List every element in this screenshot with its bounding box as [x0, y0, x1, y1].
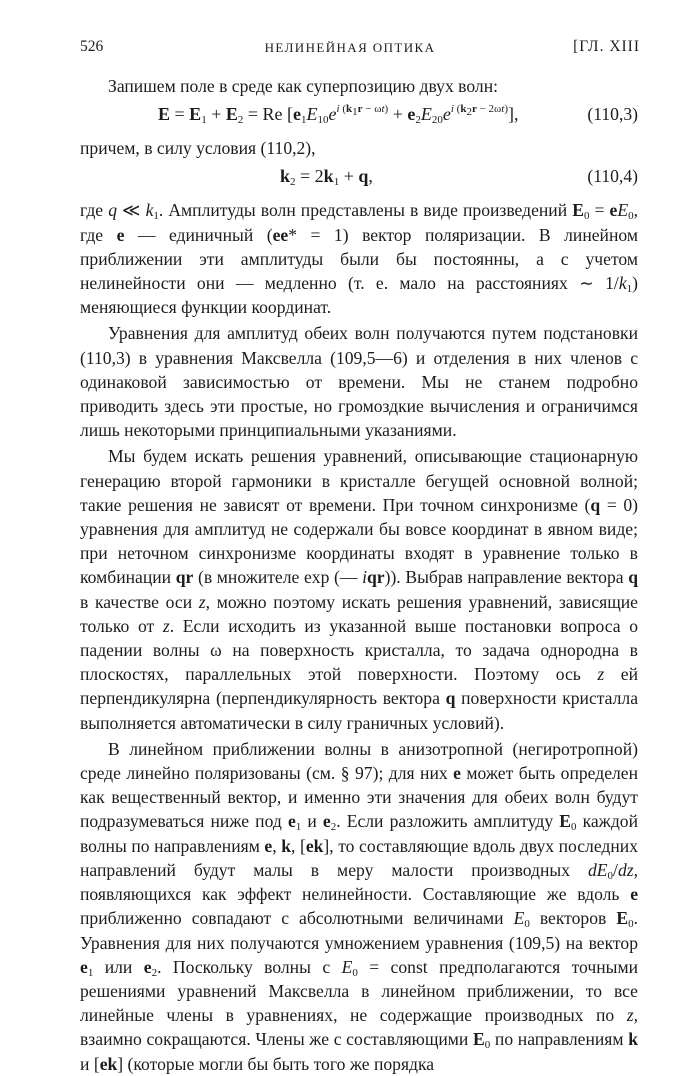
paragraph: причем, в силу условия (110,2), — [80, 138, 316, 159]
text-body — [80, 74, 638, 1076]
chapter-label: [ГЛ. XIII — [573, 38, 640, 55]
page-number: 526 — [80, 38, 104, 55]
equation-number: (110,3) — [587, 104, 638, 125]
paragraph: В линейном приближении волны в анизотропной (негиротропной) среде линейно поляризованы (см. § 97); для них e может быть определен как вещественный вектор, и именно эти значения для обеих волн будут подразумеваться ниже под $e_1$ и $e_2$. Если разложить амплитуду $E_0$ каждой волны по направлениям e, k, [ek], то составляющие вдоль двух последних направлений будут малы в меру малости производных $dE_0/dz$, появляющихся как эффект нелинейности. Составляющие же вдоль e приближенно совпадают с абсолютными величинами $E_0$ векторов $E_0$. Уравнения для них получаются умножением уравнения (109,5) на вектор $e_1$ или $e_2$. Поскольку волны с $E_0$ = const предполагаются точными решениями уравнений Максвелла в линейном приближении, то все линейные члены в уравнениях, не содержащие производных по z, взаимно сокращаются. Члены же с составляющими $E_0$ по направлениям k и [ek] (которые могли бы быть того же порядка — [80, 738, 639, 1074]
equation-body: $k_2 = 2k_1 + q$, — [280, 166, 373, 189]
equation-number: (110,4) — [587, 166, 638, 187]
paragraph: Запишем поле в среде как суперпозицию двух волн: — [108, 76, 498, 96]
running-title: НЕЛИНЕЙНАЯ ОПТИКА — [264, 40, 436, 55]
equation — [80, 98, 638, 136]
paragraph: где q ≪ $k_1$. Амплитуды волн представлены в виде произведений $E_0 = eE_0$, где e — единичный (ee* = 1) вектор поляризации. В линейном приближении эти амплитуды были бы постоянны, а с учетом нелинейности они — медленно (т. е. мало на расстояниях ∼ $1/k_1$) меняющиеся функции координат. — [80, 200, 639, 318]
paragraph: Уравнения для амплитуд обеих волн получаются путем подстановки (110,3) в уравнения Максвелла (109,5—6) и отделения в них членов с одинаковой зависимостью от времени. Мы не станем подробно приводить здесь эти простые, но громоздкие вычисления и ограничимся лишь некоторыми принципиальными указаниями. — [80, 323, 638, 441]
equation — [80, 160, 638, 198]
equation-body: $E = E_1 + E_2 = Re$ $[e_1E_{10}e^{i (k_1r - \omega t)} + e_2E_{20}e^{i (k_2r - 2\omega t)}]$, — [158, 103, 519, 127]
paragraph: Мы будем искать решения уравнений, описывающие стационарную генерацию второй гармоники в кристалле бегущей основной волной; такие решения не зависят от времени. При точном синхронизме (q = 0) уравнения для амплитуд не содержали бы вовсе координат в явном виде; при неточном синхронизме координаты входят в уравнение только в комбинации qr (в множителе exp (— iqr)). Выбрав направление вектора q в качестве оси z, можно поэтому искать решения уравнений, зависящие только от z. Если исходить из указанной выше постановки вопроса о падении волны ω на поверхность кристалла, то задача однородна в плоскостях, параллельных этой поверхности. Поэтому ось z ей перпендикулярна (перпендикулярность вектора q поверхности кристалла выполняется автоматически в силу граничных условий). — [80, 446, 639, 733]
